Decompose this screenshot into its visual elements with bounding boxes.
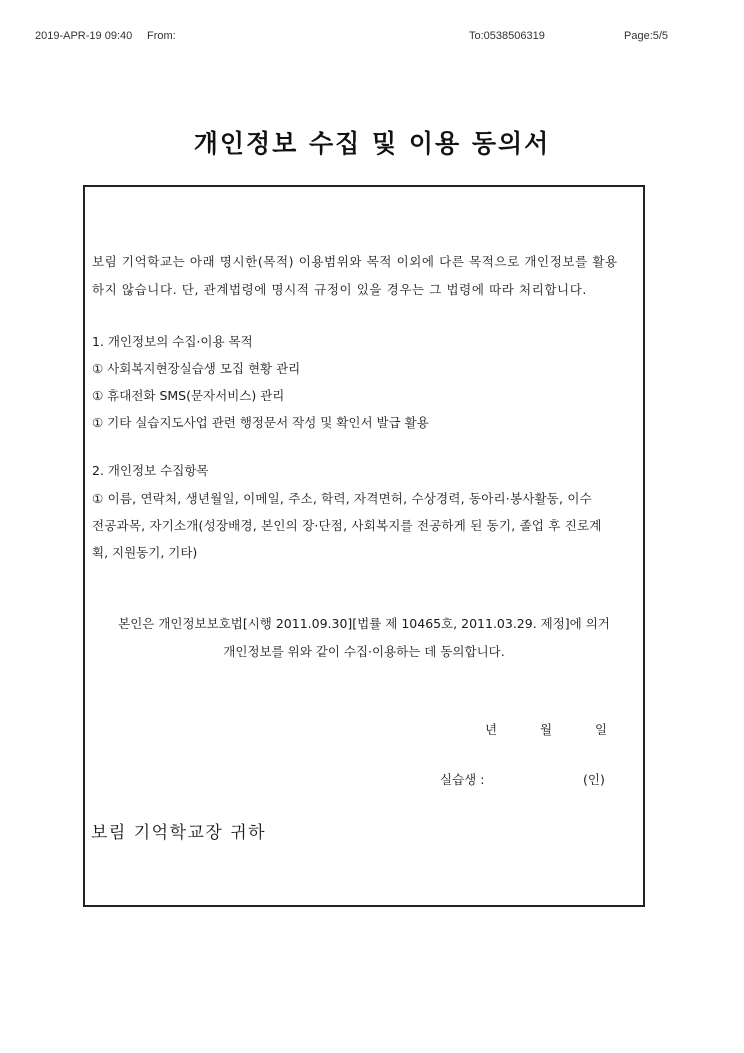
intro-line-1: 보림 기억학교는 아래 명시한(목적) 이용범위와 목적 이외에 다른 목적으로 개인정보를 활용 xyxy=(92,254,618,269)
student-signature-label: 실습생 : xyxy=(440,772,485,787)
section-1-heading: 1. 개인정보의 수집·이용 목적 xyxy=(92,334,253,349)
section-2-heading: 2. 개인정보 수집항목 xyxy=(92,463,209,478)
section-2-line: 전공과목, 자기소개(성장배경, 본인의 장·단점, 사회복지를 전공하게 된 동기, 졸업 후 진로계 xyxy=(92,518,602,533)
consent-line-1: 본인은 개인정보보호법[시행 2011.09.30][법률 제 10465호, 2011.03.29. 제정]에 의거 xyxy=(118,616,610,631)
seal-mark: (인) xyxy=(583,772,605,787)
consent-form-box xyxy=(83,185,645,907)
fax-date: 2019-APR-19 09:40 xyxy=(35,30,133,42)
section-1-item: ① 휴대전화 SMS(문자서비스) 관리 xyxy=(92,388,285,403)
section-2-line: 획, 지원동기, 기타) xyxy=(92,545,198,560)
section-2-line: ① 이름, 연락처, 생년월일, 이메일, 주소, 학력, 자격면허, 수상경력, 동아리·봉사활동, 이수 xyxy=(92,491,592,506)
date-day-label: 일 xyxy=(595,722,608,737)
consent-line-2: 개인정보를 위와 같이 수집·이용하는 데 동의합니다. xyxy=(223,644,505,659)
intro-line-2: 하지 않습니다. 단, 관계법령에 명시적 규정이 있을 경우는 그 법령에 따라 처리합니다. xyxy=(92,282,587,297)
fax-to: To:0538506319 xyxy=(469,30,545,42)
fax-from: From: xyxy=(147,30,176,42)
addressee: 보림 기억학교장 귀하 xyxy=(91,823,267,843)
date-month-label: 월 xyxy=(540,722,553,737)
section-1-item: ① 기타 실습지도사업 관련 행정문서 작성 및 확인서 발급 활용 xyxy=(92,415,429,430)
date-year-label: 년 xyxy=(485,722,498,737)
fax-page: Page:5/5 xyxy=(624,30,669,42)
document-title: 개인정보 수집 및 이용 동의서 xyxy=(193,129,551,158)
fax-header xyxy=(0,30,744,46)
section-1-item: ① 사회복지현장실습생 모집 현황 관리 xyxy=(92,361,301,376)
